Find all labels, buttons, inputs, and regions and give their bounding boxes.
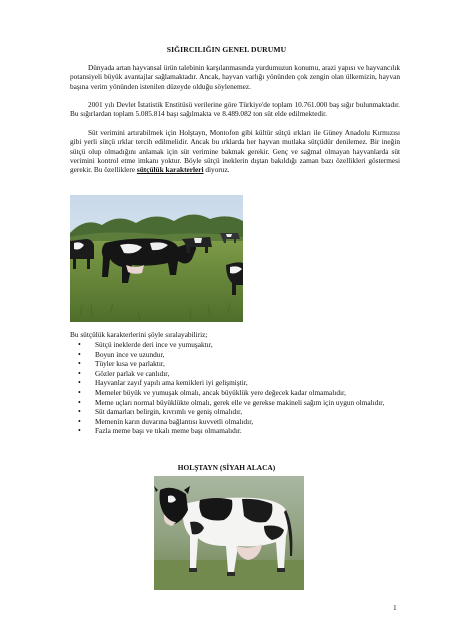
list-item: • Süt damarları belirgin, kıvrımlı ve geniş olmalıdır, xyxy=(70,407,400,417)
document-title: SIĞIRCILIĞIN GENEL DURUMU xyxy=(166,45,287,54)
list-item: • Tüyler kısa ve parlaktır, xyxy=(70,359,400,369)
keyword-dairy-characteristics: sütçülük karakterleri xyxy=(136,165,204,175)
paragraph-statistics: 2001 yılı Devlet İstatistik Enstitüsü verilerine göre Türkiye'de toplam 10.761.000 baş sığır bulunmaktadır. Bu sığırlardan toplam 5.085.814 başı sağılmakta ve 8.489.082 ton süt elde edilmektedir. xyxy=(70,100,400,119)
holstein-cow-photo xyxy=(154,476,304,590)
breed-title: HOLŞTAYN (SİYAH ALACA) xyxy=(177,463,276,472)
cows-grazing-photo xyxy=(70,195,243,322)
list-item: • Memenin karın duvarına bağlantısı kuvvetli olmalıdır, xyxy=(70,417,400,427)
list-intro: Bu sütçülük karakterlerini şöyle sıralayabiliriz; xyxy=(70,330,208,339)
list-item: • Memeler büyük ve yumuşak olmalı, ancak büyüklük yere değecek kadar olmamalıdır, xyxy=(70,388,400,398)
list-item: • Gözler parlak ve canlıdır, xyxy=(70,369,400,379)
list-item: • Meme uçları normal büyüklükte olmalı, gerek elle ve gerekse makineli sağım için uygun olmalıdır, xyxy=(70,398,400,408)
list-item: • Hayvanlar zayıf yapılı ama kemikleri iyi gelişmiştir, xyxy=(70,378,400,388)
list-item: • Boyun ince ve uzundur, xyxy=(70,350,400,360)
characteristics-list xyxy=(70,340,400,436)
paragraph-dairy-breeds: Süt verimini artırabilmek için Holştayn, Montofon gibi kültür sütçü ırkları ile Güney Anadolu Kırmızısı gibi yerli sütçü ırklar tercih edilmelidir. Ancak bu ırklarda her hayvan mutlaka sütçüdür denilemez. Bir ineğin sütçü olup olmadığını anlamak için süt verimine bakmak gerekir. Genç ve sağmal olmayan hayvanlarda süt verimini kontrol etme imkanı yoktur. Böyle sütçü ineklerin dıştan bakıldığı zaman bazı özellikleri göstermesi gerekir. Bu özelliklere sütçülük karakterleri diyoruz. xyxy=(70,128,400,175)
list-item: • Sütçü ineklerde deri ince ve yumuşaktır, xyxy=(70,340,400,350)
list-item: • Fazla meme başı ve tıkalı meme başı olmamalıdır. xyxy=(70,426,400,436)
paragraph-intro: Dünyada artan hayvansal ürün talebinin karşılanmasında yurdumuzun konumu, arazi yapısı ve hayvancılık potansiyeli büyük avantajlar sağlamaktadır. Ancak, hayvan varlığı yönünden çok zengin olan ülkemizin, hayvan başına verim yönünden istenilen düzeyde olduğu söylenemez. xyxy=(70,63,400,91)
page-number: 1 xyxy=(393,603,397,612)
